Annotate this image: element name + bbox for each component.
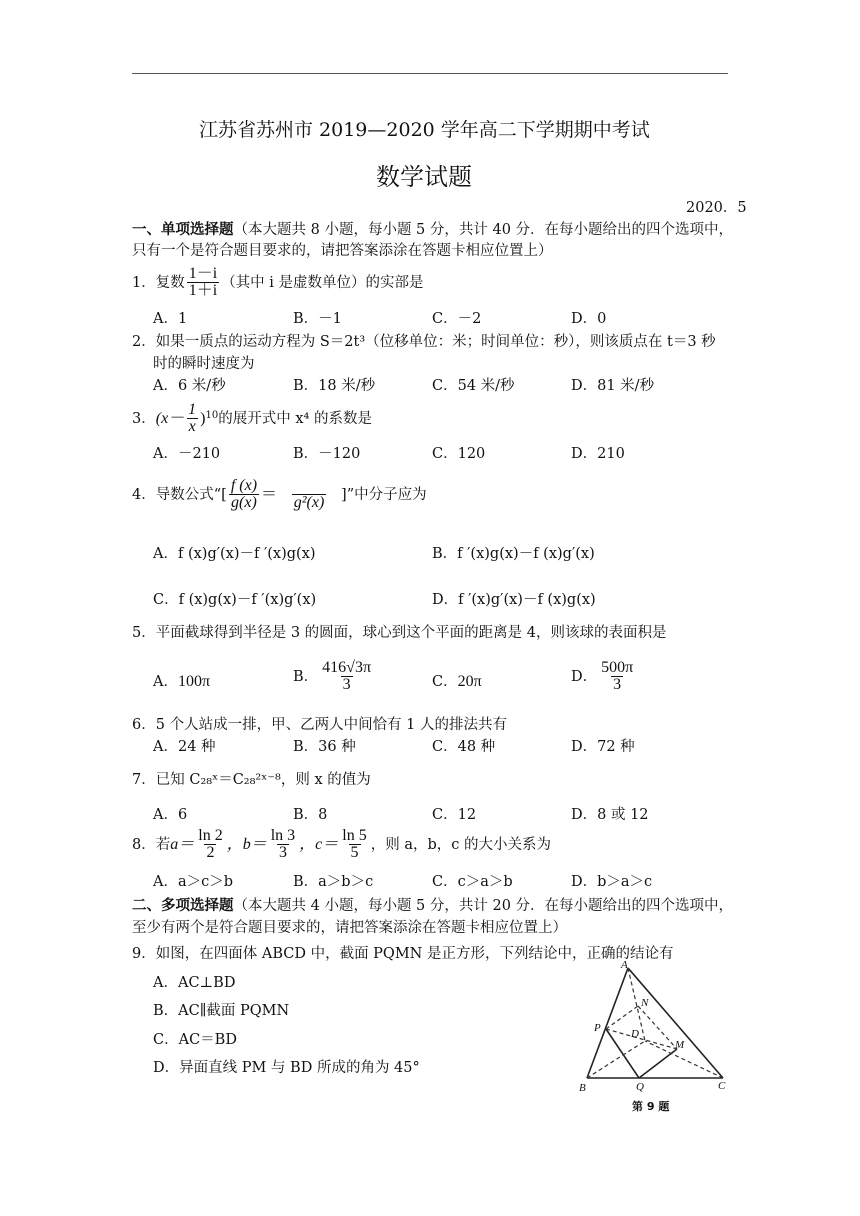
q5-c-label: C．	[432, 674, 458, 690]
q5-number: 5．	[132, 625, 156, 641]
q3-frac-num: 1	[188, 401, 197, 418]
q3-text: 的展开式中 x⁴ 的系数是	[218, 410, 372, 427]
section1-note: （本大题共 8 小题，每小题 5 分，共计 40 分．在每小题给出的四个选项中，	[233, 222, 734, 238]
q8-b-lhs: ，b＝	[226, 835, 267, 853]
q4-option-c: C．f (x)g(x)－f ′(x)g′(x)	[153, 592, 317, 608]
q6-number: 6．	[132, 717, 156, 733]
label-m: M	[675, 1039, 685, 1051]
q8-c-fraction	[340, 828, 368, 861]
label-p: P	[594, 1022, 601, 1034]
q9-option-c: C．AC＝BD	[153, 1032, 237, 1048]
q5-d-num: 500π	[601, 659, 634, 676]
q4-rhs-den: g²(x)	[293, 494, 325, 511]
q8-option-c: C．c＞a＞b	[432, 874, 513, 890]
tetrahedron-diagram	[575, 958, 737, 1118]
section2-note-line2: 至少有两个是符合题目要求的，请把答案添涂在答题卡相应位置上）	[132, 920, 567, 936]
q8-c-num: ln 5	[342, 827, 367, 844]
q6-option-c: C．48 种	[432, 739, 496, 755]
question-2	[132, 332, 716, 352]
q8-a-den: 2	[206, 844, 215, 861]
q2-option-d: D．81 米/秒	[571, 378, 655, 394]
q2-option-c: C．54 米/秒	[432, 378, 515, 394]
edge-bd-hidden	[587, 1041, 645, 1078]
q7-text: 已知 C₂₈ˣ＝C₂₈²ˣ⁻⁸，则 x 的值为	[155, 772, 371, 788]
q5-c-value: 20π	[457, 673, 482, 690]
exam-date: 2020．5	[686, 200, 747, 216]
q8-b-den: 3	[278, 844, 287, 861]
q6-option-a: A．24 种	[153, 739, 216, 755]
q9-text: 如图，在四面体 ABCD 中，截面 PQMN 是正方形，下列结论中，正确的结论有	[155, 946, 674, 962]
q8-option-a: A．a＞c＞b	[153, 874, 234, 890]
q4-fraction-left	[229, 478, 259, 511]
q8-number: 8．	[132, 836, 156, 853]
q3-frac-den: x	[188, 418, 196, 435]
q5-a-label: A．	[153, 674, 178, 690]
label-c: C	[718, 1080, 726, 1092]
q6-text: 5 个人站成一排，甲、乙两人中间恰有 1 人的排法共有	[155, 717, 508, 733]
label-b: B	[579, 1082, 586, 1094]
tetrahedron-figure	[575, 958, 737, 1118]
q4-equals: ＝	[261, 485, 278, 503]
q1-option-b: B．－1	[293, 311, 342, 327]
top-rule	[132, 73, 728, 74]
label-n: N	[641, 997, 649, 1009]
q4-number: 4．	[132, 486, 156, 503]
q2-option-a: A．6 米/秒	[153, 378, 226, 394]
q4-option-b: B．f ′(x)g(x)－f (x)g′(x)	[432, 546, 595, 562]
q5-b-label: B．	[293, 668, 319, 685]
q1-option-d: D．0	[571, 311, 607, 327]
question-4	[132, 478, 427, 511]
q8-a-fraction	[196, 828, 224, 861]
q5-d-label: D．	[571, 668, 598, 685]
q4-option-d: D．f ′(x)g′(x)－f (x)g(x)	[432, 592, 596, 608]
section2-note: （本大题共 4 小题，每小题 5 分，共计 20 分．在每小题给出的四个选项中，	[233, 898, 734, 914]
q2-option-b: B．18 米/秒	[293, 378, 376, 394]
q9-number: 9．	[132, 946, 156, 962]
q3-expr-post: )	[200, 409, 206, 427]
question-1	[132, 266, 424, 299]
q8-pre: 若	[155, 836, 171, 853]
q3-number: 3．	[132, 410, 156, 427]
edge-pn-hidden	[606, 1006, 638, 1029]
q4-pre: 导数公式“[	[155, 486, 227, 503]
q3-fraction	[186, 402, 198, 435]
q7-number: 7．	[132, 772, 156, 788]
q5-b-den: 3	[342, 676, 351, 693]
q8-c-lhs: ，c＝	[299, 835, 339, 853]
edge-ac	[628, 968, 723, 1078]
q1-pre: 复数	[155, 274, 185, 291]
q8-b-num: ln 3	[270, 827, 296, 844]
q5-d-den: 3	[613, 676, 622, 693]
question-6	[132, 715, 507, 735]
q5-option-b	[293, 660, 375, 693]
q8-b-fraction	[269, 828, 297, 861]
q9-option-d: D．异面直线 PM 与 BD 所成的角为 45°	[153, 1060, 420, 1076]
q4-fraction-right	[279, 478, 339, 511]
q1-frac-num: 1－i	[188, 265, 218, 282]
q4-blank-numerator	[279, 478, 339, 494]
q3-option-d: D．210	[571, 446, 625, 462]
question-3	[132, 402, 372, 435]
question-5	[132, 623, 667, 643]
question-7	[132, 770, 371, 790]
q1-post: （其中 i 是虚数单位）的实部是	[221, 274, 424, 291]
page-title: 数学试题	[376, 163, 472, 191]
q5-a-value: 100π	[177, 673, 211, 690]
q5-b-num: 416√3π	[322, 659, 372, 676]
edge-nm-hidden	[638, 1006, 677, 1049]
q3-option-b: B．－120	[293, 446, 361, 462]
q1-fraction	[187, 266, 219, 299]
q4-frac-num: f (x)	[230, 477, 258, 494]
q4-post: ]”中分子应为	[341, 486, 427, 503]
q8-post: ，则 a，b，c 的大小关系为	[370, 836, 551, 853]
q8-c-den: 5	[350, 844, 359, 861]
section1-heading: 一、单项选择题	[132, 221, 234, 238]
q2-line2: 时的瞬时速度为	[153, 356, 255, 372]
q9-option-a: A．AC⊥BD	[153, 975, 236, 991]
q7-option-c: C．12	[432, 807, 477, 823]
q6-option-b: B．36 种	[293, 739, 356, 755]
q2-number: 2．	[132, 334, 156, 350]
figure-caption: 第 9 题	[632, 1100, 670, 1113]
exam-title: 江苏省苏州市 2019—2020 学年高二下学期期中考试	[199, 119, 650, 141]
section1-note-line2: 只有一个是符合题目要求的，请把答案添涂在答题卡相应位置上）	[132, 243, 553, 259]
q5-option-c	[432, 672, 482, 692]
q5-option-a	[153, 672, 210, 692]
q5-b-fraction	[320, 660, 373, 693]
q9-option-b: B．AC∥截面 PQMN	[153, 1003, 290, 1019]
q3-exponent: 10	[205, 410, 219, 421]
q7-option-a: A．6	[153, 807, 188, 823]
q3-expr-pre: (x－	[155, 409, 185, 427]
q3-option-c: C．120	[432, 446, 486, 462]
q1-option-a: A．1	[153, 311, 188, 327]
q4-option-a: A．f (x)g′(x)－f ′(x)g(x)	[153, 546, 316, 562]
label-q: Q	[636, 1081, 644, 1093]
q1-option-c: C．－2	[432, 311, 482, 327]
q8-a-lhs: a＝	[170, 835, 195, 853]
q7-option-b: B．8	[293, 807, 328, 823]
q6-option-d: D．72 种	[571, 739, 635, 755]
q4-frac-den: g(x)	[231, 494, 257, 511]
q2-line1: 如果一质点的运动方程为 S＝2t³（位移单位：米；时间单位：秒），则该质点在 t＝3 秒	[155, 334, 716, 350]
section1-header	[132, 220, 733, 240]
q8-option-d: D．b＞a＞c	[571, 874, 653, 890]
q5-option-d	[571, 660, 637, 693]
label-a: A	[621, 959, 628, 971]
q8-option-b: B．a＞b＞c	[293, 874, 374, 890]
q7-option-d: D．8 或 12	[571, 807, 649, 823]
q3-option-a: A．－210	[153, 446, 221, 462]
q1-frac-den: 1＋i	[188, 282, 218, 299]
section2-heading: 二、多项选择题	[132, 897, 234, 914]
q1-number: 1．	[132, 274, 156, 291]
section2-header	[132, 896, 733, 916]
q8-a-num: ln 2	[198, 827, 223, 844]
question-8	[132, 828, 551, 861]
q5-d-fraction	[599, 660, 635, 693]
label-d: D	[631, 1028, 639, 1040]
q5-text: 平面截球得到半径是 3 的圆面，球心到这个平面的距离是 4，则该球的表面积是	[155, 625, 667, 641]
